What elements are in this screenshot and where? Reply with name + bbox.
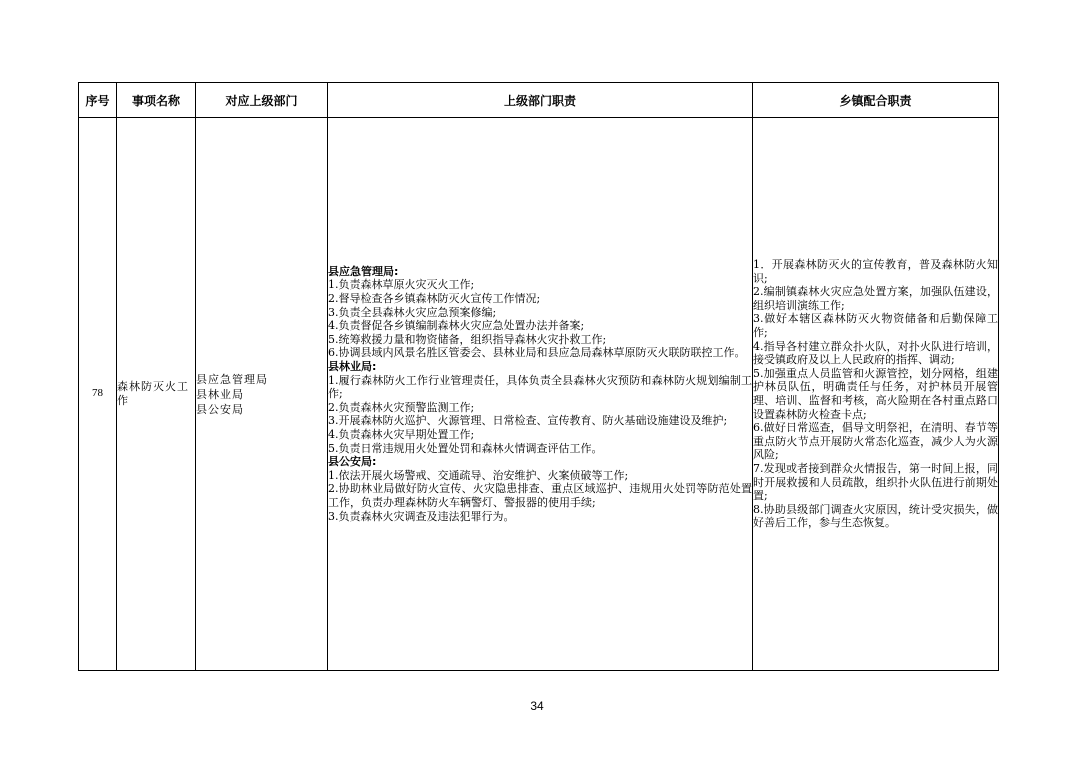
town-duty-item: 2.编制镇森林火灾应急处置方案，加强队伍建设，组织培训演练工作; — [753, 285, 998, 312]
row-dept-duties — [328, 118, 753, 671]
duty-group-heading: 县公安局: — [328, 455, 377, 469]
town-duty-item: 3.做好本辖区森林防灭火物资储备和后勤保障工作; — [753, 312, 998, 340]
duty-item: 2.负责森林火灾预警监测工作; — [328, 400, 475, 414]
duty-item: 3.负责全县森林火灾应急预案修编; — [328, 305, 497, 319]
duty-item: 3.开展森林防火巡护、火源管理、日常检查、宣传教育、防火基础设施建设及维护; — [328, 414, 728, 428]
department-name: 县公安局 — [196, 402, 244, 416]
town-duty-item: 5.加强重点人员监管和火源管控，划分网格，组建护林员队伍，明确责任与任务，对护林员开展管理、培训、监督和考核，高火险期在各村重点路口设置森林防火检查卡点; — [753, 366, 998, 421]
duty-item: 1.负责森林草原火灾灭火工作; — [328, 278, 475, 292]
town-duty-item: 8.协助县级部门调查火灾原因，统计受灾损失，做好善后工作，参与生态恢复。 — [753, 502, 998, 530]
header-department: 对应上级部门 — [196, 83, 328, 118]
duty-group-heading: 县林业局: — [328, 360, 377, 374]
town-duty-item: 4.指导各村建立群众扑火队，对扑火队进行培训，接受镇政府及以上人民政府的指挥、调动; — [753, 339, 998, 367]
duty-item: 4.负责督促各乡镇编制森林火灾应急处置办法并备案; — [328, 319, 585, 333]
responsibility-table — [78, 82, 999, 671]
row-index: 78 — [79, 118, 117, 671]
header-index: 序号 — [79, 83, 117, 118]
duty-item: 2.协助林业局做好防火宣传、火灾隐患排查、重点区域巡护、违规用火处罚等防范处置工作，负责办理森林防火车辆警灯、警报器的使用手续; — [328, 482, 752, 509]
duty-item: 5.负责日常违规用火处置处罚和森林火情调查评估工作。 — [328, 441, 603, 455]
town-duty-item: 7.发现或者接到群众火情报告，第一时间上报，同时开展救援和人员疏散，组织扑火队伍进行前期处置; — [753, 461, 998, 503]
row-town-duties — [753, 118, 999, 671]
duty-item: 4.负责森林火灾早期处置工作; — [328, 427, 475, 441]
town-duty-item: 6.做好日常巡查，倡导文明祭祀，在清明、春节等重点防火节点开展防火常态化巡查，减少人为火源风险; — [753, 421, 998, 462]
duty-item: 6.协调县域内风景名胜区管委会、县林业局和县应急局森林草原防灭火联防联控工作。 — [328, 346, 746, 360]
table-row — [79, 118, 999, 671]
row-departments — [196, 118, 328, 671]
row-item-name: 森林防灭火工作 — [117, 118, 196, 671]
department-name: 县林业局 — [196, 387, 244, 401]
duty-group-heading: 县应急管理局: — [328, 264, 399, 278]
duty-item: 2.督导检查各乡镇森林防灭火宣传工作情况; — [328, 292, 541, 306]
table-header-row — [79, 83, 999, 118]
header-item-name: 事项名称 — [117, 83, 196, 118]
duty-item: 3.负责森林火灾调查及违法犯罪行为。 — [328, 509, 515, 523]
header-dept-duties: 上级部门职责 — [328, 83, 753, 118]
department-name: 县应急管理局 — [196, 372, 268, 386]
page-number: 34 — [530, 699, 544, 713]
header-town-duties: 乡镇配合职责 — [753, 83, 999, 118]
duty-item: 1.履行森林防火工作行业管理责任，具体负责全县森林火灾预防和森林防火规划编制工作; — [328, 373, 752, 401]
duty-item: 5.统筹救援力量和物资储备，组织指导森林火灾扑救工作; — [328, 332, 607, 346]
town-duty-item: 1．开展森林防灭火的宣传教育，普及森林防火知识; — [753, 258, 998, 285]
duty-item: 1.依法开展火场警戒、交通疏导、治安维护、火案侦破等工作; — [328, 468, 629, 482]
